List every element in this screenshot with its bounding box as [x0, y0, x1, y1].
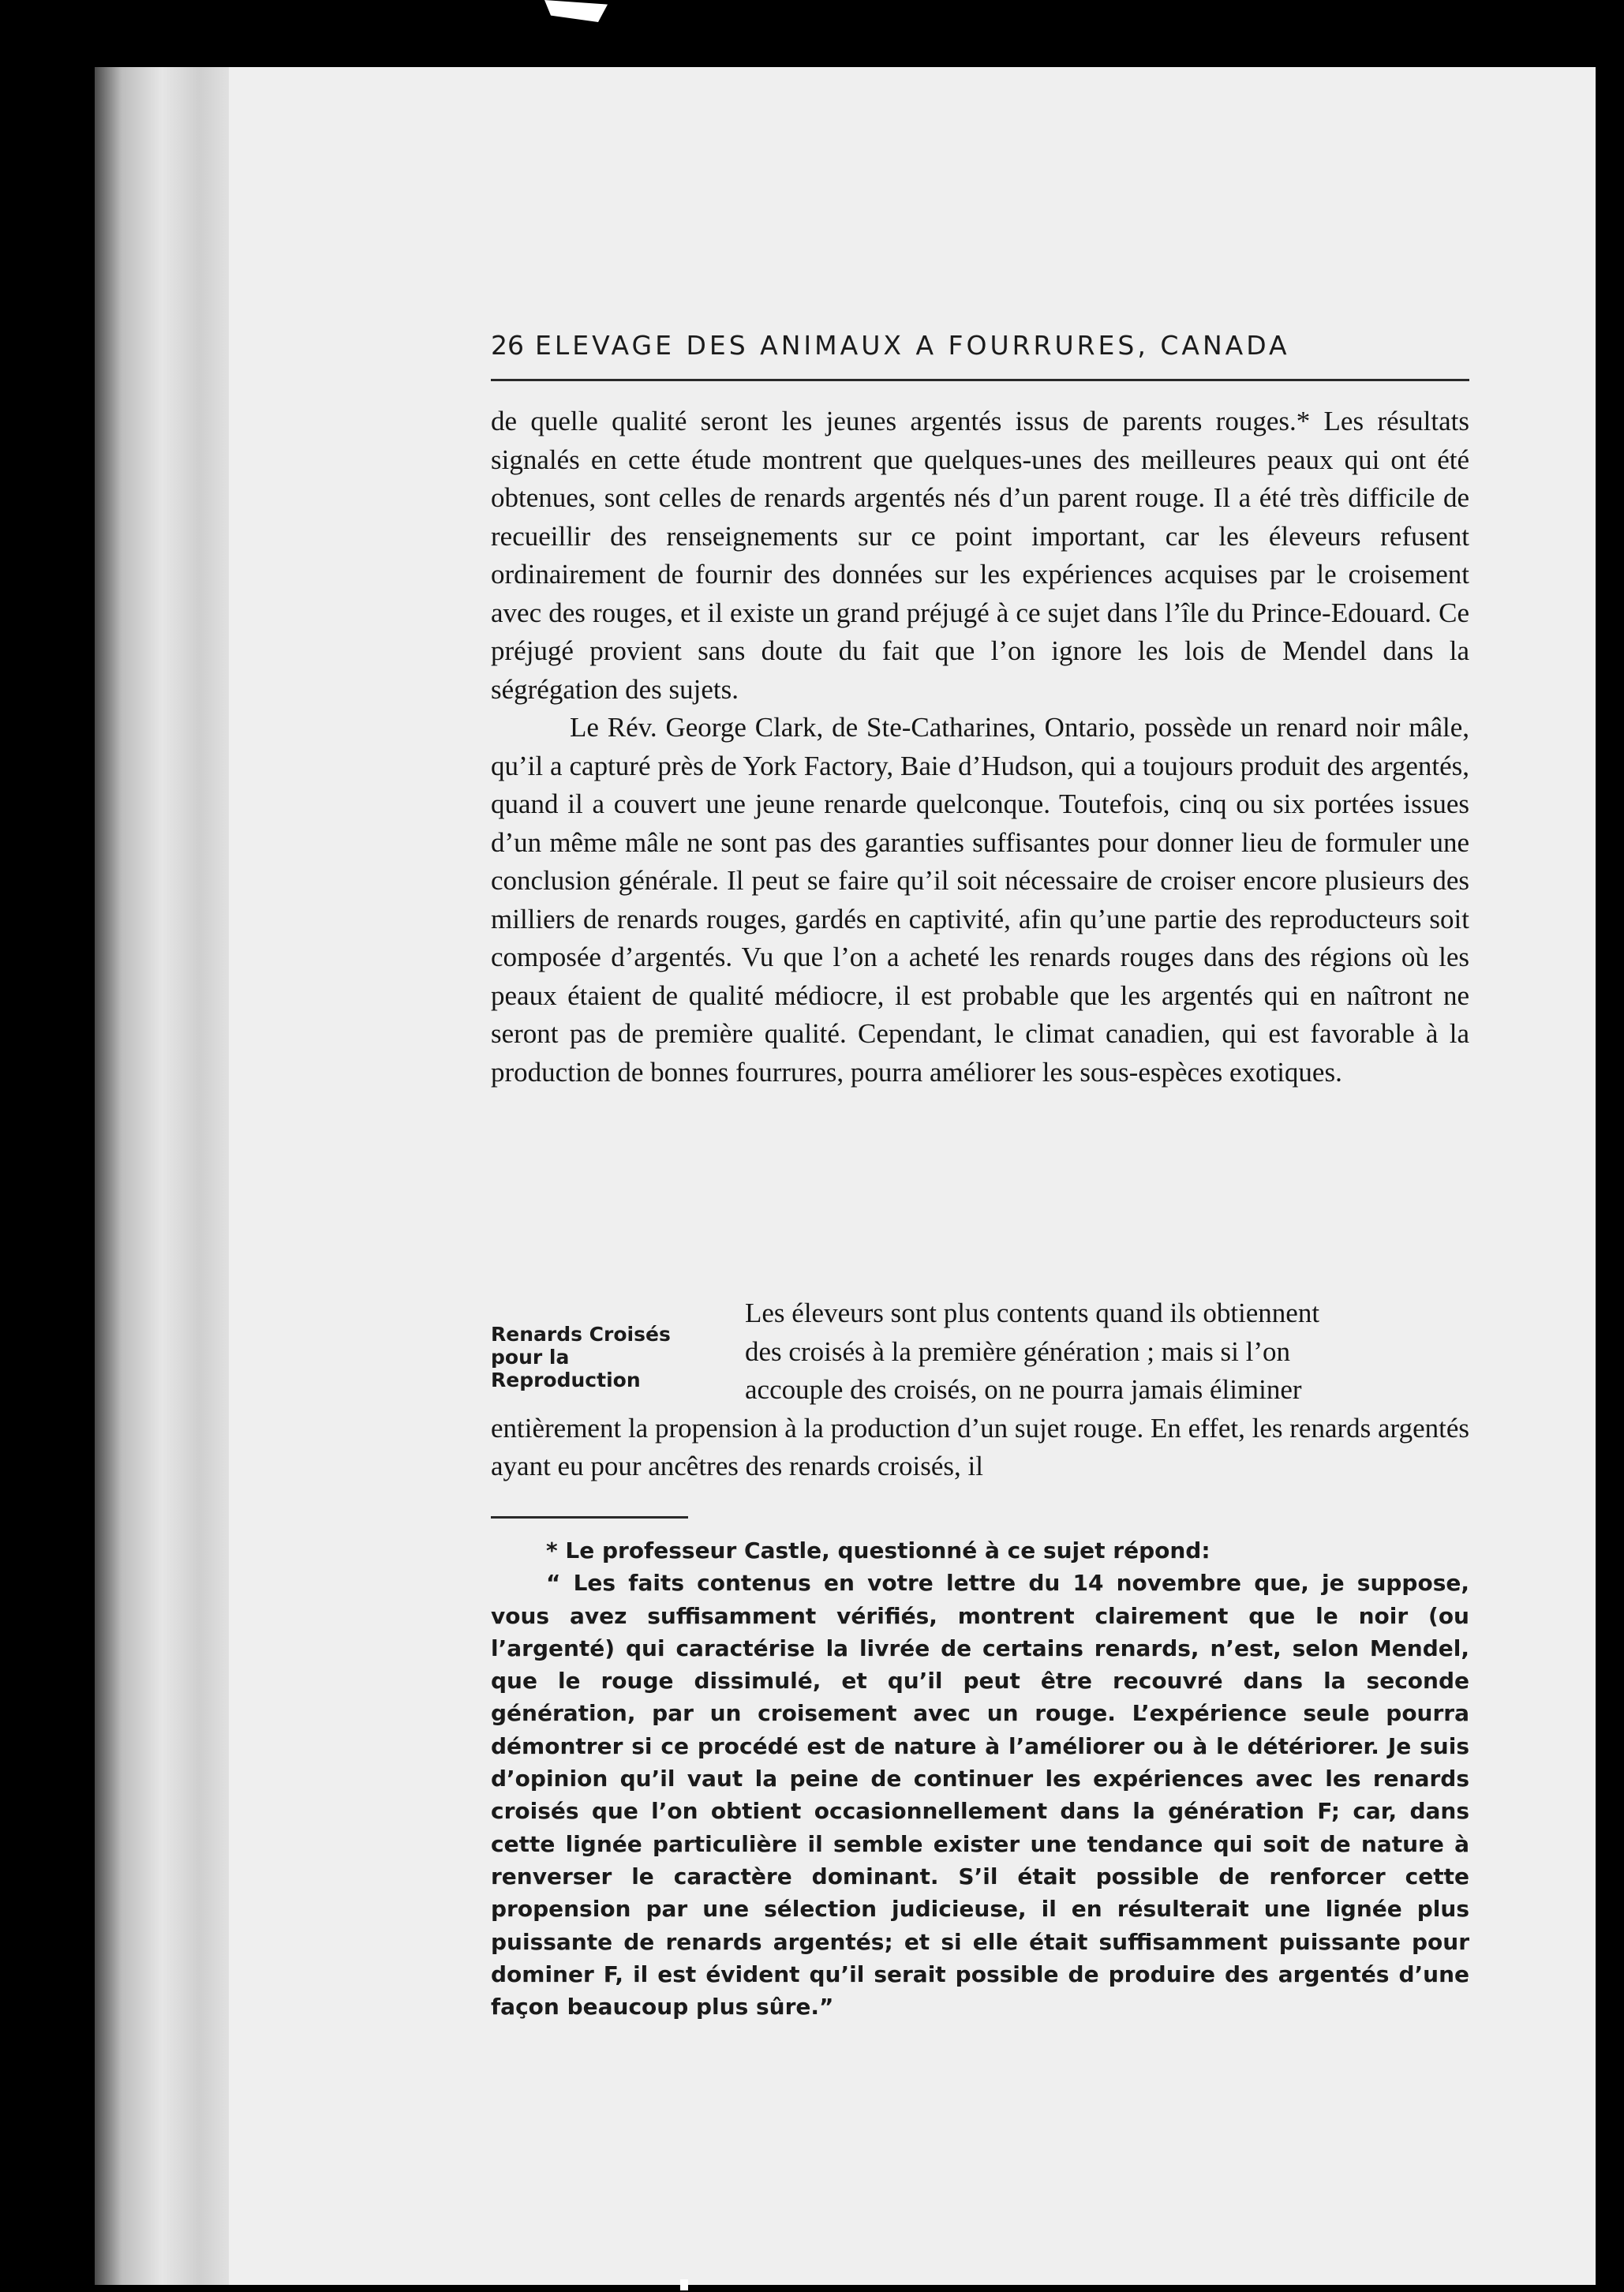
footnote — [491, 1534, 1469, 2023]
page-edge-shadow — [95, 67, 245, 2285]
main-text — [491, 403, 1469, 1092]
scan-artifact-bottom — [680, 2279, 688, 2290]
section-continuation: entièrement la propension à la production d’un sujet rouge. En effet, les renards argentés ayant eu pour ancêtres des renards croisés, il — [491, 1412, 1469, 1481]
side-heading: Renards Croisés pour la Reproduction — [491, 1323, 671, 1391]
running-title: ELEVAGE DES ANIMAUX A FOURRURES, CANADA — [535, 330, 1290, 361]
section-lead-line: accouple des croisés, on ne pourra jamais éliminer — [745, 1374, 1302, 1405]
section-lead-line: des croisés à la première génération ; mais si l’on — [745, 1335, 1291, 1367]
paragraph-2: Le Rév. George Clark, de Ste-Catharines, Ontario, possède un renard noir mâle, qu’il a capturé près de York Factory, Baie d’Hudson, qui a toujours produit des argentés, quand il a couvert une jeune renarde quelconque. Toutefois, cinq ou six portées issues d’un même mâle ne sont pas des garanties suffisantes pour donner lieu de formuler une conclusion générale. Il peut se faire qu’il soit nécessaire de croiser encore plusieurs des milliers de renards rouges, gardés en captivité, afin qu’une partie des reproducteurs soit composée d’argentés. Vu que l’on a acheté les renards rouges dans des régions où les peaux étaient de qualité médiocre, il est probable que les argentés qui en naîtront ne seront pas de première qualité. Cependant, le climat canadien, qui est favorable à la production de bonnes fourrures, pourra améliorer les sous-espèces exotiques. — [491, 712, 1469, 1088]
running-header — [491, 330, 1469, 361]
scan-artifact-top — [544, 0, 608, 22]
paragraph-1: de quelle qualité seront les jeunes argentés issus de parents rouges.* Les résultats signalés en cette étude montrent que quelques-unes des meilleures peaux qui ont été obtenues, sont celles de renards argentés nés d’un parent rouge. Il a été très difficile de recueillir des renseignements sur ce point important, car les éleveurs refusent ordinairement de fournir des données sur les expériences acquises par le croisement avec des rouges, et il existe un grand préjugé à ce sujet dans l’île du Prince-Edouard. Ce préjugé provient sans doute du fait que l’on ignore les lois de Mendel dans la ségrégation des sujets. — [491, 406, 1469, 705]
footnote-intro: * Le professeur Castle, questionné à ce sujet répond: — [546, 1537, 1211, 1564]
header-rule — [491, 379, 1469, 381]
section-lead-line: Les éleveurs sont plus contents quand ils obtiennent — [745, 1298, 1320, 1328]
footnote-rule — [491, 1516, 688, 1519]
footnote-quote: “ Les faits contenus en votre lettre du 14 novembre que, je suppose, vous avez suffisamment vérifiés, montrent clairement que le noir (ou l’argenté) qui caractérise la livrée de certains renards, n’est, selon Mendel, que le rouge dissimulé, et qu’il peut être recouvré dans la seconde génération, par un croisement avec un rouge. L’expérience seule pourra démontrer si ce procédé est de nature à l’améliorer ou à le détériorer. Je suis d’opinion qu’il vaut la peine de continuer les expériences avec les renards croisés que l’on obtient occasionnellement dans la génération F; car, dans cette lignée particulière il semble exister une tendance qui soit de nature à renverser le caractère dominant. S’il était possible de renforcer cette propension par une sélection judicieuse, il en résulterait une lignée plus puissante de renards argentés; et si elle était suffisamment puissante pour dominer F, il est évident qu’il serait possible de produire des argentés d’une façon beaucoup plus sûre.” — [491, 1570, 1469, 2020]
section-renards-croises — [491, 1294, 1469, 1486]
page-number: 26 — [491, 330, 524, 361]
